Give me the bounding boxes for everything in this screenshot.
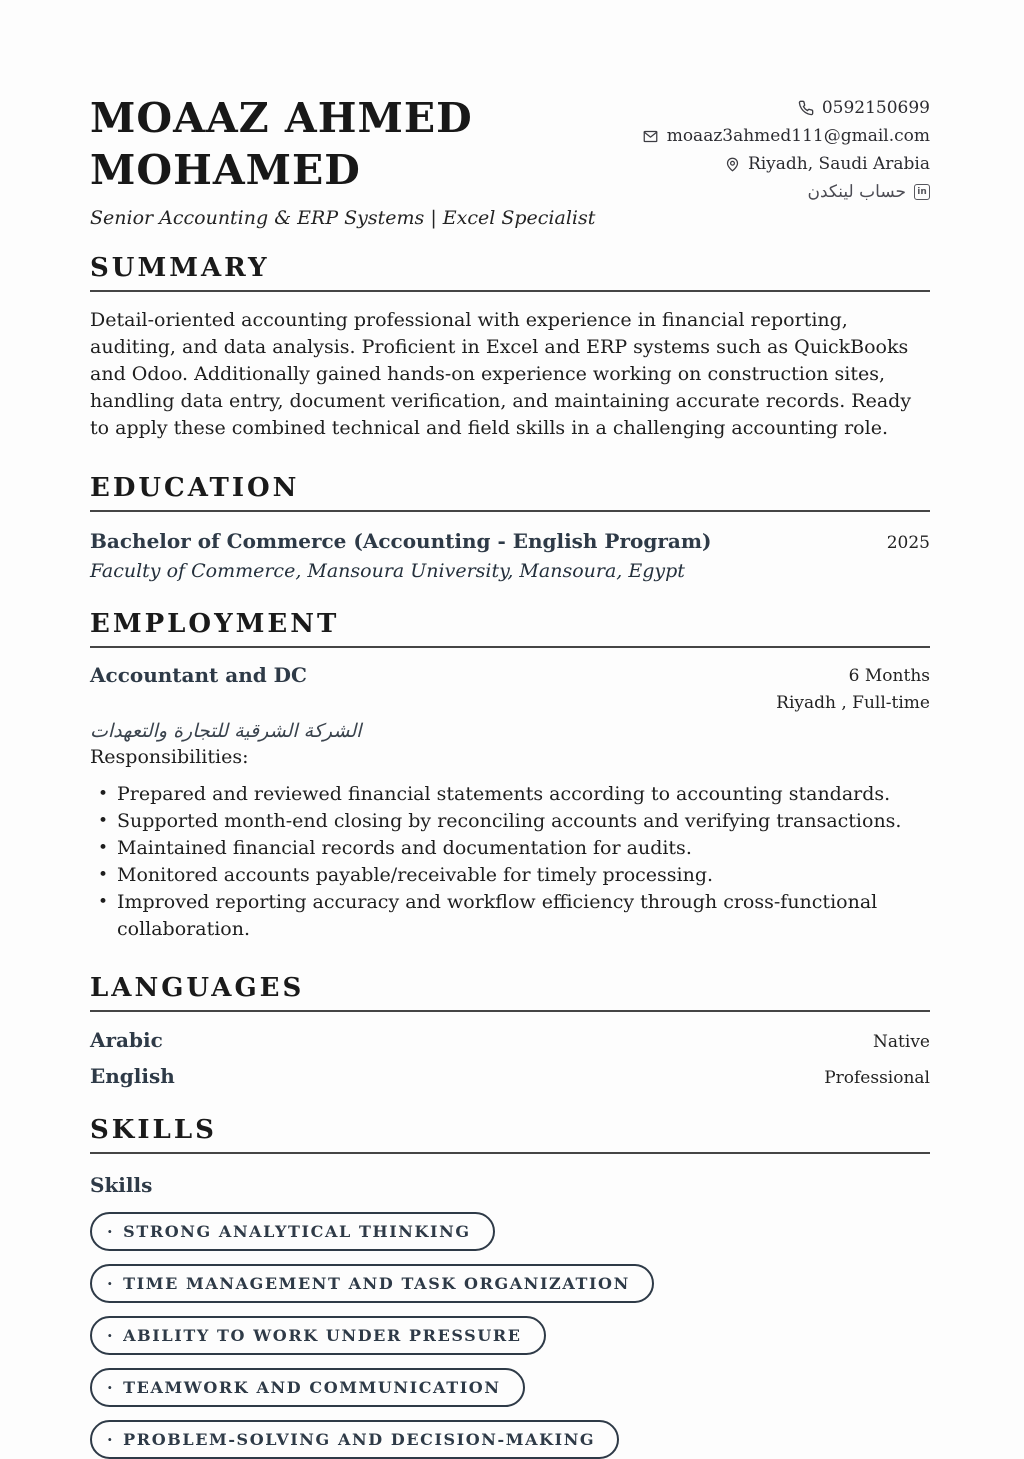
email-address[interactable]: moaaz3ahmed111@gmail.com bbox=[666, 126, 930, 146]
summary-text: Detail-oriented accounting professional with experience in financial reporting, auditing, and data analysis. Proficient in Excel and ERP systems such as QuickBooks and Odoo. Additionally gained hands-on experience working on construction sites, handling data entry, document verification, and maintaining accurate records. Ready to apply these combined technical and field skills in a challenging accounting role. bbox=[90, 308, 912, 439]
section-education bbox=[90, 473, 930, 582]
skill-pill: · STRONG ANALYTICAL THINKING bbox=[90, 1212, 495, 1251]
section-employment bbox=[90, 609, 930, 943]
skill-pill: · ABILITY TO WORK UNDER PRESSURE bbox=[90, 1316, 546, 1355]
skill-pill: · TIME MANAGEMENT AND TASK ORGANIZATION bbox=[90, 1264, 654, 1303]
email-icon bbox=[642, 129, 659, 144]
language-name: Arabic bbox=[90, 1027, 163, 1052]
job-title: Accountant and DC bbox=[90, 662, 307, 687]
skill-pill: · TEAMWORK AND COMMUNICATION bbox=[90, 1368, 525, 1407]
school-name: Faculty of Commerce, Mansoura University, Mansoura, Egypt bbox=[90, 559, 685, 582]
responsibility-item: • Monitored accounts payable/receivable for timely processing. bbox=[117, 862, 930, 889]
employment-entry bbox=[90, 663, 930, 717]
linkedin-link[interactable] bbox=[642, 178, 930, 206]
section-summary bbox=[90, 253, 930, 442]
location-pin-icon bbox=[725, 156, 740, 173]
job-duration: 6 Months bbox=[848, 665, 930, 686]
education-entry bbox=[90, 529, 930, 553]
contact-phone-row bbox=[642, 94, 930, 122]
location-text: Riyadh, Saudi Arabia bbox=[747, 154, 930, 174]
phone-number: 0592150699 bbox=[821, 98, 930, 118]
company-name: الشركة الشرقية للتجارة والتعهدات bbox=[90, 719, 362, 742]
language-row bbox=[90, 1064, 930, 1088]
phone-icon bbox=[798, 100, 814, 116]
identity-block bbox=[90, 92, 610, 229]
section-divider bbox=[90, 1010, 930, 1012]
responsibility-item: • Supported month-end closing by reconciling accounts and verifying transactions. bbox=[117, 808, 930, 835]
skills-list bbox=[90, 1212, 930, 1459]
language-level: Native bbox=[873, 1031, 930, 1052]
education-heading: EDUCATION bbox=[90, 472, 300, 503]
responsibility-item: • Prepared and reviewed financial statements according to accounting standards. bbox=[117, 781, 930, 808]
contact-location-row bbox=[642, 150, 930, 178]
language-name: English bbox=[90, 1063, 175, 1088]
responsibilities-label: Responsibilities: bbox=[90, 745, 249, 768]
contact-info bbox=[642, 92, 930, 229]
person-job-title: Senior Accounting & ERP Systems | Excel Specialist bbox=[90, 206, 596, 229]
graduation-year: 2025 bbox=[886, 532, 930, 553]
responsibilities-list bbox=[90, 781, 930, 943]
section-languages bbox=[90, 973, 930, 1088]
skills-heading: SKILLS bbox=[90, 1114, 217, 1145]
language-level: Professional bbox=[824, 1067, 930, 1088]
employment-heading: EMPLOYMENT bbox=[90, 608, 340, 639]
section-divider bbox=[90, 646, 930, 648]
section-divider bbox=[90, 290, 930, 292]
section-divider bbox=[90, 1152, 930, 1154]
languages-heading: LANGUAGES bbox=[90, 972, 305, 1003]
header bbox=[90, 92, 930, 229]
skill-pill: · PROBLEM-SOLVING AND DECISION-MAKING bbox=[90, 1420, 619, 1459]
contact-email-row bbox=[642, 122, 930, 150]
linkedin-icon: in bbox=[914, 184, 930, 200]
section-skills bbox=[90, 1115, 930, 1459]
person-name: MOAAZ AHMED MOHAMED bbox=[90, 94, 473, 195]
job-meta bbox=[776, 663, 930, 717]
linkedin-label: حساب لينكدن bbox=[807, 182, 906, 202]
responsibility-item: • Improved reporting accuracy and workflow efficiency through cross-functional collaboration. bbox=[117, 889, 930, 943]
summary-heading: SUMMARY bbox=[90, 252, 270, 283]
degree-title: Bachelor of Commerce (Accounting - English Program) bbox=[90, 528, 712, 553]
section-divider bbox=[90, 510, 930, 512]
job-location-type: Riyadh , Full-time bbox=[776, 692, 930, 713]
skills-subheading: Skills bbox=[90, 1172, 153, 1197]
responsibility-item: • Maintained financial records and documentation for audits. bbox=[117, 835, 930, 862]
language-row bbox=[90, 1028, 930, 1052]
